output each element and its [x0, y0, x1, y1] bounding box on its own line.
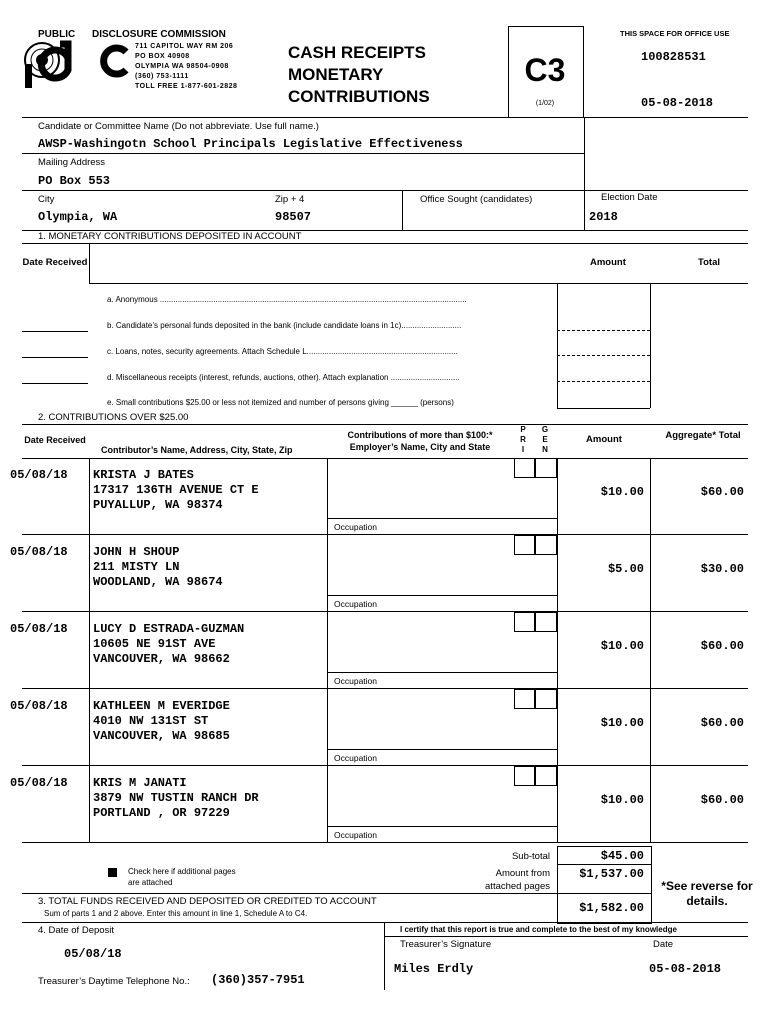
- address-line: (360) 753-1111: [135, 73, 189, 80]
- section1-title: 1. MONETARY CONTRIBUTIONS DEPOSITED IN ACCOUNT: [38, 231, 302, 242]
- mailing-address: PO Box 553: [38, 174, 111, 188]
- treasurer-phone: (360)357-7951: [211, 973, 305, 987]
- divider: [557, 893, 651, 894]
- contributor-address: 4010 NW 131ST ST: [93, 714, 209, 728]
- general-checkbox[interactable]: [534, 612, 557, 632]
- row-divider: [22, 842, 748, 843]
- divider: [384, 936, 748, 937]
- candidate-name-label: Candidate or Committee Name (Do not abbreviate. Use full name.): [38, 121, 319, 132]
- candidate-name: AWSP-Washingotn School Principals Legislative Effectiveness: [38, 137, 463, 151]
- date-line: [22, 331, 88, 332]
- col-divider: [650, 535, 651, 612]
- contributor-city: PORTLAND , OR 97229: [93, 806, 230, 820]
- col-divider: [327, 766, 328, 843]
- office-sought-label: Office Sought (candidates): [420, 194, 533, 205]
- row-amount: $10.00: [600, 716, 644, 730]
- contributor-info: [93, 468, 259, 513]
- row-aggregate: $60.00: [700, 639, 744, 653]
- employer-label: Contributions of more than $100:* Employer’s Name, City and State: [347, 430, 493, 452]
- phone-label: Treasurer’s Daytime Telephone No.:: [38, 976, 190, 987]
- s1-item-c: c. Loans, notes, security agreements. Attach Schedule L....................................................................: [107, 347, 458, 356]
- divider: [650, 283, 651, 408]
- row-date: 05/08/18: [10, 776, 68, 790]
- s1-item-d: d. Miscellaneous receipts (interest, refunds, auctions, other). Attach explanation ...............................: [107, 373, 460, 382]
- divider: [584, 117, 585, 230]
- divider: [22, 190, 748, 191]
- row-date: 05/08/18: [10, 699, 68, 713]
- s2-amount-label: Amount: [586, 434, 622, 445]
- contributor-city: VANCOUVER, WA 98662: [93, 652, 230, 666]
- deposit-date-label: 4. Date of Deposit: [38, 925, 115, 936]
- occupation-line: [327, 749, 557, 750]
- signature-label: Treasurer’s Signature: [400, 939, 492, 950]
- general-checkbox[interactable]: [534, 689, 557, 709]
- row-date: 05/08/18: [10, 545, 68, 559]
- deposit-date: 05/08/18: [64, 947, 122, 961]
- mailing-label: Mailing Address: [38, 157, 106, 168]
- date-line: [22, 357, 88, 358]
- attached-pages-checkbox[interactable]: [108, 868, 117, 877]
- office-date: 05-08-2018: [641, 96, 714, 110]
- contributor-info: [93, 776, 259, 821]
- contributor-address: 17317 136TH AVENUE CT E: [93, 483, 259, 497]
- agency-address: [135, 42, 237, 92]
- contributor-name: KRISTA J BATES: [93, 468, 194, 482]
- s1-item-e: e. Small contributions $25.00 or less not itemized and number of persons giving ______ (persons): [107, 398, 454, 407]
- zip: 98507: [275, 210, 312, 224]
- section3-title: 3. TOTAL FUNDS RECEIVED AND DEPOSITED OR CREDITED TO ACCOUNT: [38, 896, 377, 907]
- primary-checkbox[interactable]: [514, 689, 536, 709]
- amount-line: [557, 355, 650, 356]
- col-divider: [650, 458, 651, 535]
- row-aggregate: $60.00: [700, 485, 744, 499]
- section2-title: 2. CONTRIBUTIONS OVER $25.00: [38, 412, 189, 423]
- section3-subtitle: Sum of parts 1 and 2 above. Enter this amount in line 1, Schedule A to C4.: [44, 909, 308, 918]
- primary-checkbox[interactable]: [514, 458, 536, 478]
- col-divider: [89, 612, 90, 689]
- divider: [22, 117, 748, 118]
- occupation-label: Occupation: [334, 830, 377, 840]
- primary-checkbox[interactable]: [514, 612, 536, 632]
- certify-statement: I certify that this report is true and complete to the best of my knowledge: [400, 925, 677, 934]
- occupation-label: Occupation: [334, 676, 377, 686]
- col-divider: [650, 766, 651, 843]
- title-line: MONETARY: [288, 65, 384, 84]
- col-divider: [89, 689, 90, 766]
- address-line: OLYMPIA WA 98504-0908: [135, 63, 229, 70]
- contributor-info: [93, 545, 223, 590]
- occupation-label: Occupation: [334, 599, 377, 609]
- contributor-address: 10605 NE 91ST AVE: [93, 637, 216, 651]
- contributor-address: 211 MISTY LN: [93, 560, 180, 574]
- address-line: TOLL FREE 1-877-601-2828: [135, 83, 238, 90]
- col-divider: [557, 766, 558, 843]
- office-id: 100828531: [641, 50, 706, 64]
- divider: [22, 893, 557, 894]
- col-divider: [327, 535, 328, 612]
- divider: [402, 190, 403, 230]
- row-aggregate: $60.00: [700, 716, 744, 730]
- contributor-city: PUYALLUP, WA 98374: [93, 498, 223, 512]
- general-label: G E N: [541, 425, 549, 454]
- title-line: CONTRIBUTIONS: [288, 87, 430, 106]
- form-revision: (1/02): [535, 100, 555, 107]
- date-line: [22, 383, 88, 384]
- office-use-label: THIS SPACE FOR OFFICE USE: [620, 29, 730, 38]
- s1-item-a: a. Anonymous ..........................................................................................................................................: [107, 295, 467, 304]
- title-line: CASH RECEIPTS: [288, 43, 426, 62]
- col-divider: [327, 612, 328, 689]
- row-divider: [22, 765, 748, 766]
- election-date-label: Election Date: [601, 192, 658, 203]
- divider: [89, 243, 90, 283]
- attached-pages-label: Check here if additional pages are attached: [128, 867, 236, 887]
- s1-total-label: Total: [698, 257, 720, 268]
- divider: [557, 283, 558, 408]
- general-checkbox[interactable]: [534, 766, 557, 786]
- divider: [384, 922, 385, 990]
- occupation-line: [327, 518, 557, 519]
- contributor-name: KATHLEEN M EVERIDGE: [93, 699, 230, 713]
- see-reverse-note: *See reverse for details.: [661, 879, 753, 908]
- col-divider: [557, 458, 558, 535]
- row-aggregate: $60.00: [700, 793, 744, 807]
- contributor-address: 3879 NW TUSTIN RANCH DR: [93, 791, 259, 805]
- attached-amount-label: Amount from attached pages: [485, 868, 550, 892]
- col-divider: [650, 612, 651, 689]
- contributor-city: WOODLAND, WA 98674: [93, 575, 223, 589]
- row-amount: $10.00: [600, 793, 644, 807]
- primary-label: P R I: [520, 425, 526, 454]
- amount-line: [557, 381, 650, 382]
- divider: [22, 153, 584, 154]
- divider: [557, 864, 651, 865]
- sig-date-label: Date: [653, 939, 674, 950]
- election-date: 2018: [589, 210, 618, 224]
- amount-line: [557, 408, 650, 409]
- row-date: 05/08/18: [10, 468, 68, 482]
- col-divider: [557, 612, 558, 689]
- contributor-name: KRIS M JANATI: [93, 776, 187, 790]
- occupation-line: [327, 826, 557, 827]
- occupation-line: [327, 672, 557, 673]
- signature-date: 05-08-2018: [649, 962, 722, 976]
- row-amount: $10.00: [600, 639, 644, 653]
- general-checkbox[interactable]: [534, 535, 557, 555]
- divider: [22, 922, 748, 923]
- occupation-label: Occupation: [334, 753, 377, 763]
- contributor-city: VANCOUVER, WA 98685: [93, 729, 230, 743]
- general-checkbox[interactable]: [534, 458, 557, 478]
- s1-amount-label: Amount: [590, 257, 626, 268]
- col-divider: [327, 689, 328, 766]
- occupation-label: Occupation: [334, 522, 377, 532]
- col-divider: [89, 458, 90, 535]
- attached-amount: $1,537.00: [579, 867, 644, 881]
- treasurer-signature: Miles Erdly: [394, 962, 474, 976]
- contributor-label: Contributor’s Name, Address, City, State, Zip: [101, 445, 293, 455]
- divider: [22, 243, 748, 244]
- col-divider: [557, 689, 558, 766]
- city: Olympia, WA: [38, 210, 118, 224]
- subtotal-amount: $45.00: [600, 849, 644, 863]
- row-amount: $5.00: [607, 562, 644, 576]
- row-divider: [22, 611, 748, 612]
- s2-date-label: Date Received: [24, 435, 86, 445]
- zip-label: Zip + 4: [275, 194, 305, 205]
- address-line: 711 CAPITOL WAY RM 206: [135, 43, 234, 50]
- col-divider: [650, 689, 651, 766]
- s1-item-b: b. Candidate’s personal funds deposited in the bank (include candidate loans in 1c)...........................: [107, 321, 462, 330]
- address-line: PO BOX 40908: [135, 53, 190, 60]
- aggregate-label: Aggregate* Total: [665, 430, 741, 441]
- row-amount: $10.00: [600, 485, 644, 499]
- agency-right: DISCLOSURE COMMISSION: [92, 29, 226, 40]
- city-label: City: [38, 194, 55, 205]
- agency-left: PUBLIC: [38, 29, 76, 40]
- pdc-logo: [22, 40, 132, 88]
- row-divider: [22, 688, 748, 689]
- row-date: 05/08/18: [10, 622, 68, 636]
- col-divider: [557, 535, 558, 612]
- contributor-info: [93, 622, 244, 667]
- form-code: C3: [524, 52, 566, 88]
- contributor-name: LUCY D ESTRADA-GUZMAN: [93, 622, 245, 636]
- col-divider: [327, 458, 328, 535]
- subtotal-label: Sub-total: [511, 851, 550, 862]
- amount-line: [557, 330, 650, 331]
- divider: [22, 424, 748, 425]
- contributor-name: JOHN H SHOUP: [93, 545, 180, 559]
- contributor-info: [93, 699, 230, 744]
- col-divider: [89, 535, 90, 612]
- primary-checkbox[interactable]: [514, 535, 536, 555]
- col-divider: [89, 766, 90, 843]
- row-divider: [22, 534, 748, 535]
- total-funds-amount: $1,582.00: [579, 901, 644, 915]
- occupation-line: [327, 595, 557, 596]
- divider: [22, 458, 748, 459]
- form-title: [288, 42, 430, 108]
- s1-date-label: Date Received: [22, 257, 88, 268]
- row-aggregate: $30.00: [700, 562, 744, 576]
- primary-checkbox[interactable]: [514, 766, 536, 786]
